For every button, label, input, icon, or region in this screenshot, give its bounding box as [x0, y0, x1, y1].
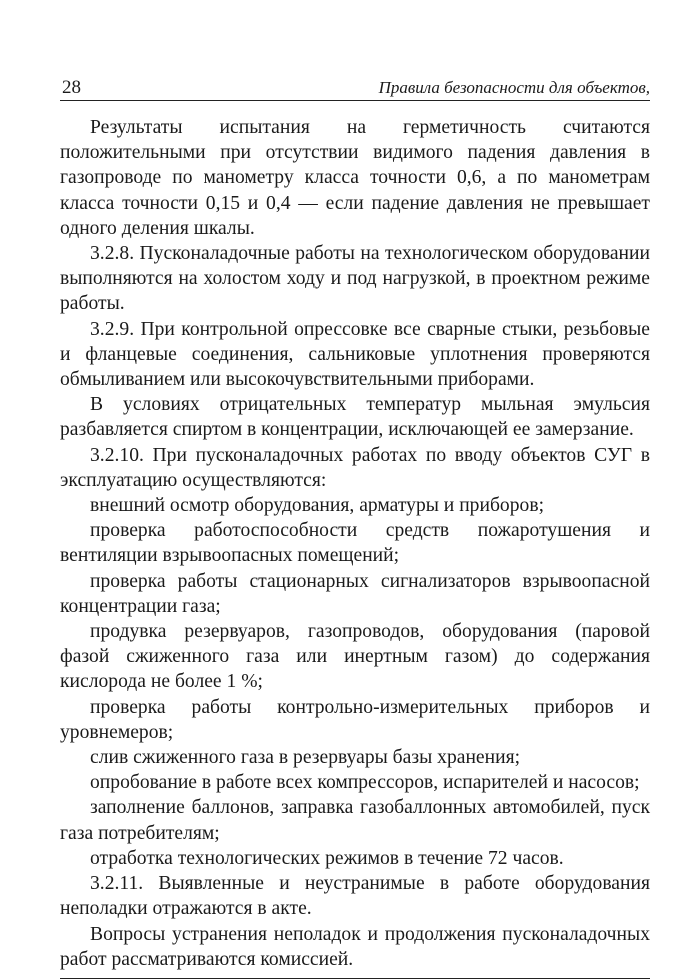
paragraph: 3.2.8. Пусконаладочные работы на технологическом оборудовании выполняются на холостом ходу и под нагрузкой, в проектном режиме работы. [60, 243, 650, 315]
body-text [60, 115, 650, 972]
list-item: внешний осмотр оборудования, арматуры и приборов; [90, 495, 545, 517]
paragraph: В условиях отрицательных температур мыльная эмульсия разбавляется спиртом в концентрации, исключающей ее замерзание. [60, 394, 650, 441]
page-number: 28 [62, 77, 81, 98]
page-header [60, 70, 650, 101]
list-item: опробование в работе всех компрессоров, испарителей и насосов; [90, 772, 640, 794]
list-item: заполнение баллонов, заправка газобаллонных автомобилей, пуск газа потребителям; [60, 797, 650, 844]
paragraph: Результаты испытания на герметичность считаются положительными при отсутствии видимого падения давления в газопроводе по манометру класса точности 0,6, а по манометрам класса точности 0,15 и 0,4 — если падение давления не превышает одного деления шкалы. [60, 117, 650, 239]
document-page [60, 70, 650, 979]
list-item: проверка работы стационарных сигнализаторов взрывоопасной концентрации газа; [60, 570, 650, 617]
paragraph: 3.2.9. При контрольной опрессовке все сварные стыки, резьбовые и фланцевые соединения, сальниковые уплотнения проверяются обмыливанием или высокочувствительными приборами. [60, 318, 650, 391]
paragraph: Вопросы устранения неполадок и продолжения пусконаладочных работ рассматриваются комиссией. [60, 923, 650, 970]
running-title: Правила безопасности для объектов, [378, 78, 650, 97]
paragraph: 3.2.11. Выявленные и неустранимые в работе оборудования неполадки отражаются в акте. [60, 873, 650, 920]
list-item: слив сжиженного газа в резервуары базы хранения; [90, 747, 521, 769]
list-item: проверка работы контрольно-измерительных приборов и уровнемеров; [60, 696, 650, 743]
list-item: проверка работоспособности средств пожаротушения и вентиляции взрывоопасных помещений; [60, 520, 650, 567]
paragraph: 3.2.10. При пусконаладочных работах по вводу объектов СУГ в эксплуатацию осуществляются: [60, 444, 650, 491]
list-item: продувка резервуаров, газопроводов, оборудования (паровой фазой сжиженного газа или инертным газом) до содержания кислорода не более 1 %; [60, 621, 650, 693]
list-item: отработка технологических режимов в течение 72 часов. [90, 847, 564, 869]
